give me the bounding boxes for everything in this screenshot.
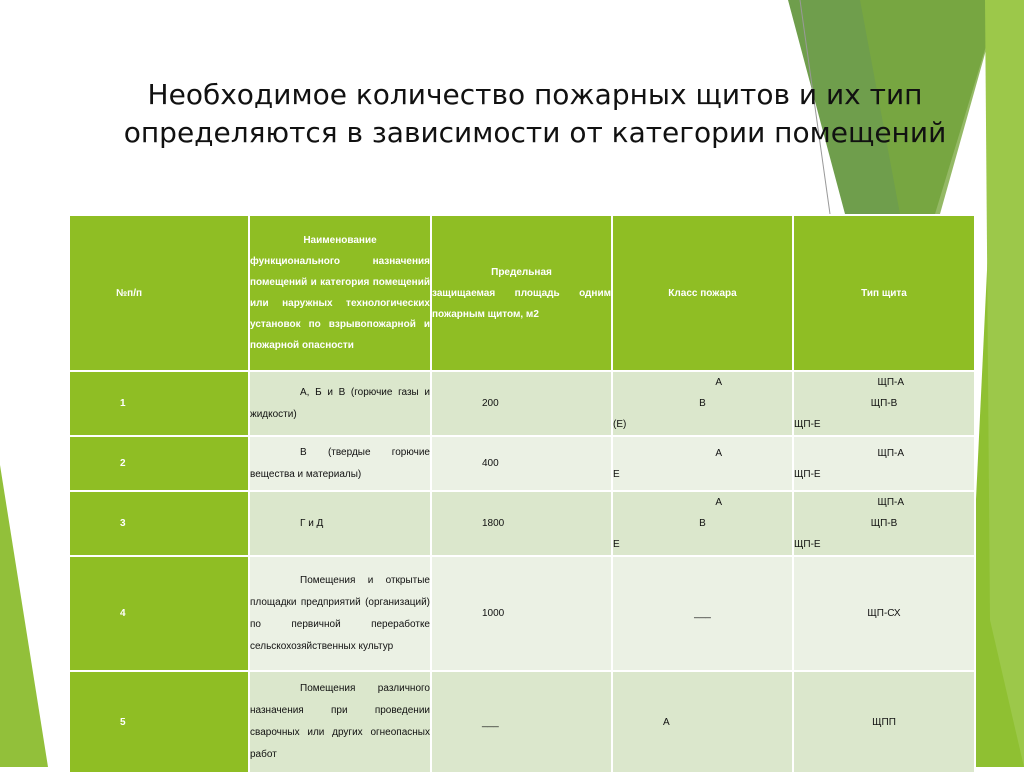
row-name: Г и Д xyxy=(249,491,431,556)
header-shield-type: Тип щита xyxy=(793,215,975,371)
type-item: ЩП-Е xyxy=(794,468,821,480)
row-types xyxy=(793,671,975,773)
type-item: ЩП-СХ xyxy=(867,608,901,619)
row-num: 3 xyxy=(69,491,249,556)
row-area: 1000 xyxy=(431,556,612,671)
header-fire-class: Класс пожара xyxy=(612,215,793,371)
table-row xyxy=(69,556,975,671)
left-green-triangle xyxy=(0,465,48,767)
row-types xyxy=(793,371,975,436)
type-item: ЩП-А xyxy=(877,447,904,459)
type-item: ЩП-А xyxy=(877,377,904,388)
row-name: Помещения различного назначения при проведении сварочных или других огнеопасных работ xyxy=(249,671,431,773)
row-area: 1800 xyxy=(431,491,612,556)
class-item: Е xyxy=(613,539,620,550)
type-item: ЩП-В xyxy=(870,398,898,409)
header-name-rest: функционального назначения помещений и категория помещений или наружных технологических установок по взрывопожарной и пожарной опасности xyxy=(250,256,430,351)
class-item: Е xyxy=(613,468,620,480)
header-name xyxy=(249,215,431,371)
row-types xyxy=(793,491,975,556)
row-classes xyxy=(612,491,793,556)
table-row xyxy=(69,491,975,556)
title-line-2: определяются в зависимости от категории помещений xyxy=(123,116,947,149)
row-area: 200 xyxy=(431,371,612,436)
type-item: ЩПП xyxy=(872,716,896,728)
row-num: 1 xyxy=(69,371,249,436)
row-classes xyxy=(612,436,793,491)
header-area-first: Предельная xyxy=(491,266,552,278)
class-item: ___ xyxy=(694,608,711,619)
type-item: ЩП-Е xyxy=(794,419,821,430)
table-header-row xyxy=(69,215,975,371)
type-item: ЩП-А xyxy=(877,497,904,508)
fire-shield-table xyxy=(68,214,976,774)
row-name: А, Б и В (горючие газы и жидкости) xyxy=(249,371,431,436)
row-classes xyxy=(612,371,793,436)
class-item: (Е) xyxy=(613,419,627,430)
row-num: 4 xyxy=(69,556,249,671)
slide-title xyxy=(60,76,1010,152)
title-line-1: Необходимое количество пожарных щитов и их тип xyxy=(147,78,923,111)
type-item: ЩП-Е xyxy=(794,539,821,550)
header-name-first: Наименование xyxy=(303,235,377,246)
class-item: А xyxy=(715,497,722,508)
header-area-rest: защищаемая площадь одним пожарным щитом, м2 xyxy=(432,287,611,320)
row-classes xyxy=(612,671,793,773)
class-item: А xyxy=(715,377,722,388)
row-name: В (твердые горючие вещества и материалы) xyxy=(249,436,431,491)
row-types xyxy=(793,436,975,491)
class-item: А xyxy=(663,716,670,728)
header-area xyxy=(431,215,612,371)
class-item: В xyxy=(699,398,706,409)
row-num: 2 xyxy=(69,436,249,491)
table-row xyxy=(69,436,975,491)
row-classes xyxy=(612,556,793,671)
class-item: В xyxy=(699,518,706,529)
row-area: 400 xyxy=(431,436,612,491)
row-num: 5 xyxy=(69,671,249,773)
row-types xyxy=(793,556,975,671)
row-name: Помещения и открытые площадки предприятий (организаций) по первичной переработке сельскохозяйственных культур xyxy=(249,556,431,671)
row-area: ___ xyxy=(431,671,612,773)
header-num: №п/п xyxy=(69,215,249,371)
type-item: ЩП-В xyxy=(870,518,898,529)
table-row xyxy=(69,671,975,773)
class-item: А xyxy=(715,447,722,459)
table-row xyxy=(69,371,975,436)
